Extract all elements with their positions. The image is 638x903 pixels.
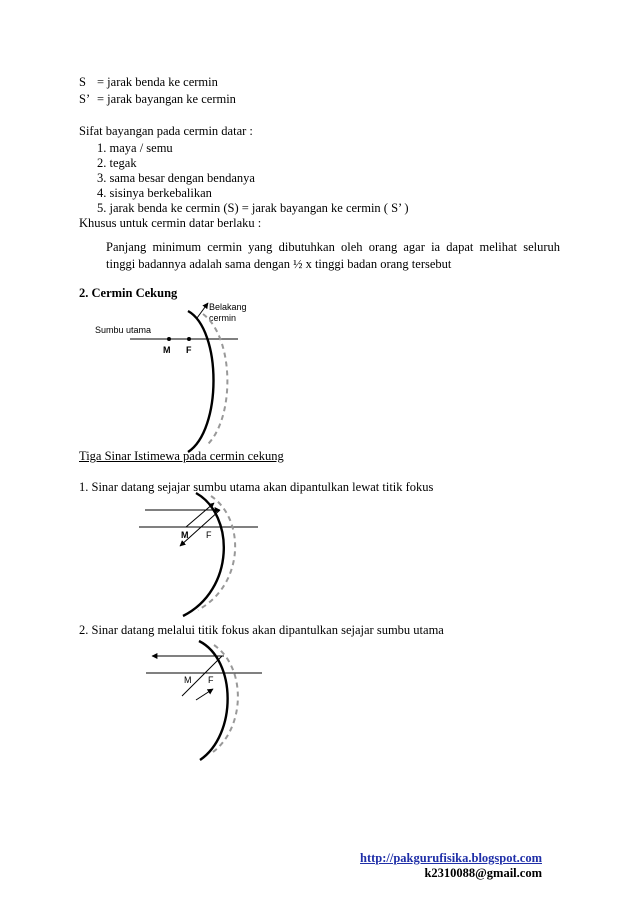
diagram1-label-back-2: cermin: [209, 313, 237, 323]
concave-mirror-diagram: [130, 303, 238, 452]
ray1-diagram: [139, 493, 258, 616]
ray1-label-m: M: [181, 530, 189, 540]
footer-email: k2310088@gmail.com: [424, 866, 542, 880]
ray1-extra-ray: [186, 503, 214, 527]
ray1-label-f: F: [206, 530, 212, 540]
diagram1-label-m: M: [163, 345, 171, 355]
footer-url-link[interactable]: http://pakgurufisika.blogspot.com: [360, 851, 542, 865]
flat-mirror-special-line-1: Panjang minimum cermin yang dibutuhkan oleh orang agar ia dapat melihat seluruh: [106, 240, 560, 254]
ray2-mirror-curve: [199, 641, 228, 760]
ray2-extra-ray: [196, 689, 213, 700]
diagram1-mirror-curve: [188, 311, 214, 452]
flat-mirror-heading: Sifat bayangan pada cermin datar :: [79, 124, 253, 138]
rays-heading: Tiga Sinar Istimewa pada cermin cekung: [79, 449, 284, 463]
concave-heading: 2. Cermin Cekung: [79, 286, 178, 300]
diagram1-label-back-1: Belakang: [209, 302, 247, 312]
ray2-text: 2. Sinar datang melalui titik fokus akan dipantulkan sejajar sumbu utama: [79, 623, 444, 637]
flat-mirror-item-2: 2. tegak: [97, 156, 137, 170]
diagram1-label-f: F: [186, 345, 192, 355]
ray2-label-f: F: [208, 675, 214, 685]
flat-mirror-item-4: 4. sisinya berkebalikan: [97, 186, 212, 200]
ray1-text: 1. Sinar datang sejajar sumbu utama akan dipantulkan lewat titik fokus: [79, 480, 434, 494]
flat-mirror-item-1: 1. maya / semu: [97, 141, 173, 155]
definition-s-symbol: S: [79, 75, 86, 89]
diagram1-point-f: [187, 337, 191, 341]
flat-mirror-item-5: 5. jarak benda ke cermin (S) = jarak bayangan ke cermin ( S’ ): [97, 201, 409, 215]
flat-mirror-special-heading: Khusus untuk cermin datar berlaku :: [79, 216, 262, 230]
flat-mirror-special-line-2: tinggi badannya adalah sama dengan ½ x tinggi badan orang tersebut: [106, 257, 452, 271]
definition-s-prime-symbol: S’: [79, 92, 91, 106]
diagram1-label-axis: Sumbu utama: [95, 325, 152, 335]
definition-s-text: = jarak benda ke cermin: [97, 75, 218, 89]
ray2-label-m: M: [184, 675, 192, 685]
diagram1-point-m: [167, 337, 171, 341]
ray2-diagram: [146, 641, 262, 760]
ray2-incident-ray: [182, 656, 222, 696]
flat-mirror-item-3: 3. sama besar dengan bendanya: [97, 171, 255, 185]
definition-s-prime-text: = jarak bayangan ke cermin: [97, 92, 236, 106]
